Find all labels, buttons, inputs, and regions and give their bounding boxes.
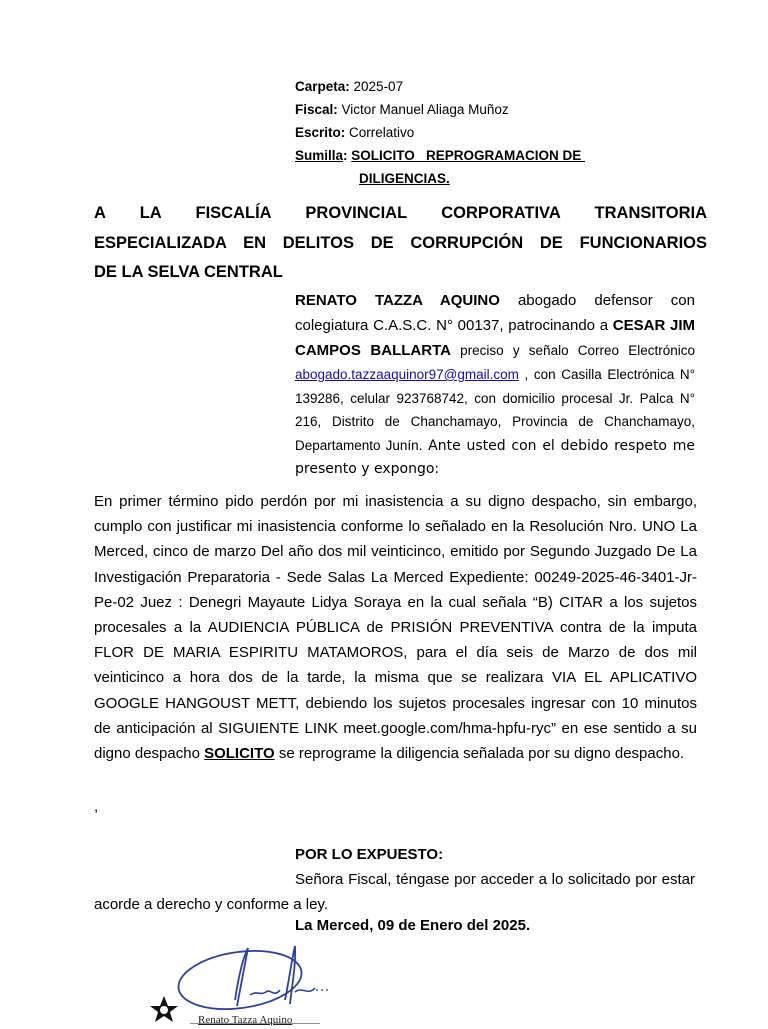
intro-text4: Ante usted con el debido respeto me presento y expongo: [295,437,696,477]
carpeta-row [295,75,715,98]
fiscal-row [295,98,715,121]
addressee-heading [94,199,707,288]
closing-section [94,842,695,917]
escrito-label: Escrito: [295,125,346,140]
signature-image [140,940,340,1024]
carpeta-label: Carpeta: [295,79,350,94]
sumilla-line2: DILIGENCIAS. [359,171,450,186]
escrito-row [295,121,715,144]
addressee-line3: DE LA SELVA CENTRAL [94,263,283,281]
body-paragraph [94,489,697,766]
addressee-line2: ESPECIALIZADA EN DELITOS DE CORRUPCIÓN DE FUNCIONARIOS [94,233,707,252]
closing-heading: POR LO EXPUESTO: [295,846,444,863]
carpeta-value: 2025-07 [353,79,404,94]
lawyer-name: RENATO TAZZA AQUINO [295,292,500,309]
email-link[interactable]: abogado.tazzaaquinor97@gmail.com [295,367,519,382]
escrito-value: Correlativo [349,125,415,140]
closing-request: Señora Fiscal, téngase por acceder a lo solicitado por estar acorde a derecho y conforme a ley. [94,871,695,913]
document-date: La Merced, 09 de Enero del 2025. [295,917,531,934]
client-name: CESAR JIM CAMPOS BALLARTA [295,317,695,359]
addressee-line1: A LA FISCALÍA PROVINCIAL CORPORATIVA TRANSITORIA [94,204,707,222]
signature-name: Renato Tazza Aquino [198,1014,293,1026]
intro-text2: preciso y señalo Correo Electrónico [450,343,695,358]
sumilla-label: Sumilla [295,148,344,163]
fiscal-label: Fiscal: [295,102,338,117]
sumilla-colon: : [343,148,348,163]
fiscal-value: Victor Manuel Aliaga Muñoz [341,102,509,117]
signature-block [140,940,340,1024]
intro-text1: abogado defensor con colegiatura C.A.S.C. N° 00137, patrocinando a [295,292,695,334]
sumilla-row-2 [295,167,715,190]
body-text2: se reprograme la diligencia señalada por su digno despacho. [274,745,685,763]
solicito-keyword: SOLICITO [204,745,275,763]
sumilla-line1: SOLICITO REPROGRAMACION DE [351,148,586,163]
sumilla-row [295,144,715,167]
intro-text3: , con Casilla Electrónica N° 139286, celular 923768742, con domicilio procesal Jr. Palca N° 216, Distrito de Chanchamayo, Provincia de Chanchamayo, Departamento Junín. [295,367,695,453]
intro-paragraph [295,288,695,482]
case-metadata [295,75,715,190]
body-text1: En primer término pido perdón por mi inasistencia a su digno despacho, sin embargo, cumplo con justificar mi inasistencia conforme lo señalado en la Resolución Nro. UNO La Merced, cinco de marzo Del año dos mil veinticinco, emitido por Segundo Juzgado De La Investigación Preparatoria - Sede Salas La Merced Expediente: 00249-2025-46-3401-Jr-Pe-02 Juez : Denegri Mayaute Lidya Soraya en la cual señala “B) CITAR a los sujetos procesales a la AUDIENCIA PÚBLICA de PRISIÓN PREVENTIVA contra de la imputa FLOR DE MARIA ESPIRITU MATAMOROS, para el día seis de Marzo de dos mil veinticinco a hora dos de la tarde, la misma que se realizara VIA EL APLICATIVO GOOGLE HANGOUST METT, debiendo los sujetos procesales ingresar con 10 minutos de anticipación al SIGUIENTE LINK meet.google.com/hma-hpfu-ryc” en ese sentido a su digno despacho [94,493,697,763]
stray-comma: , [94,798,99,815]
